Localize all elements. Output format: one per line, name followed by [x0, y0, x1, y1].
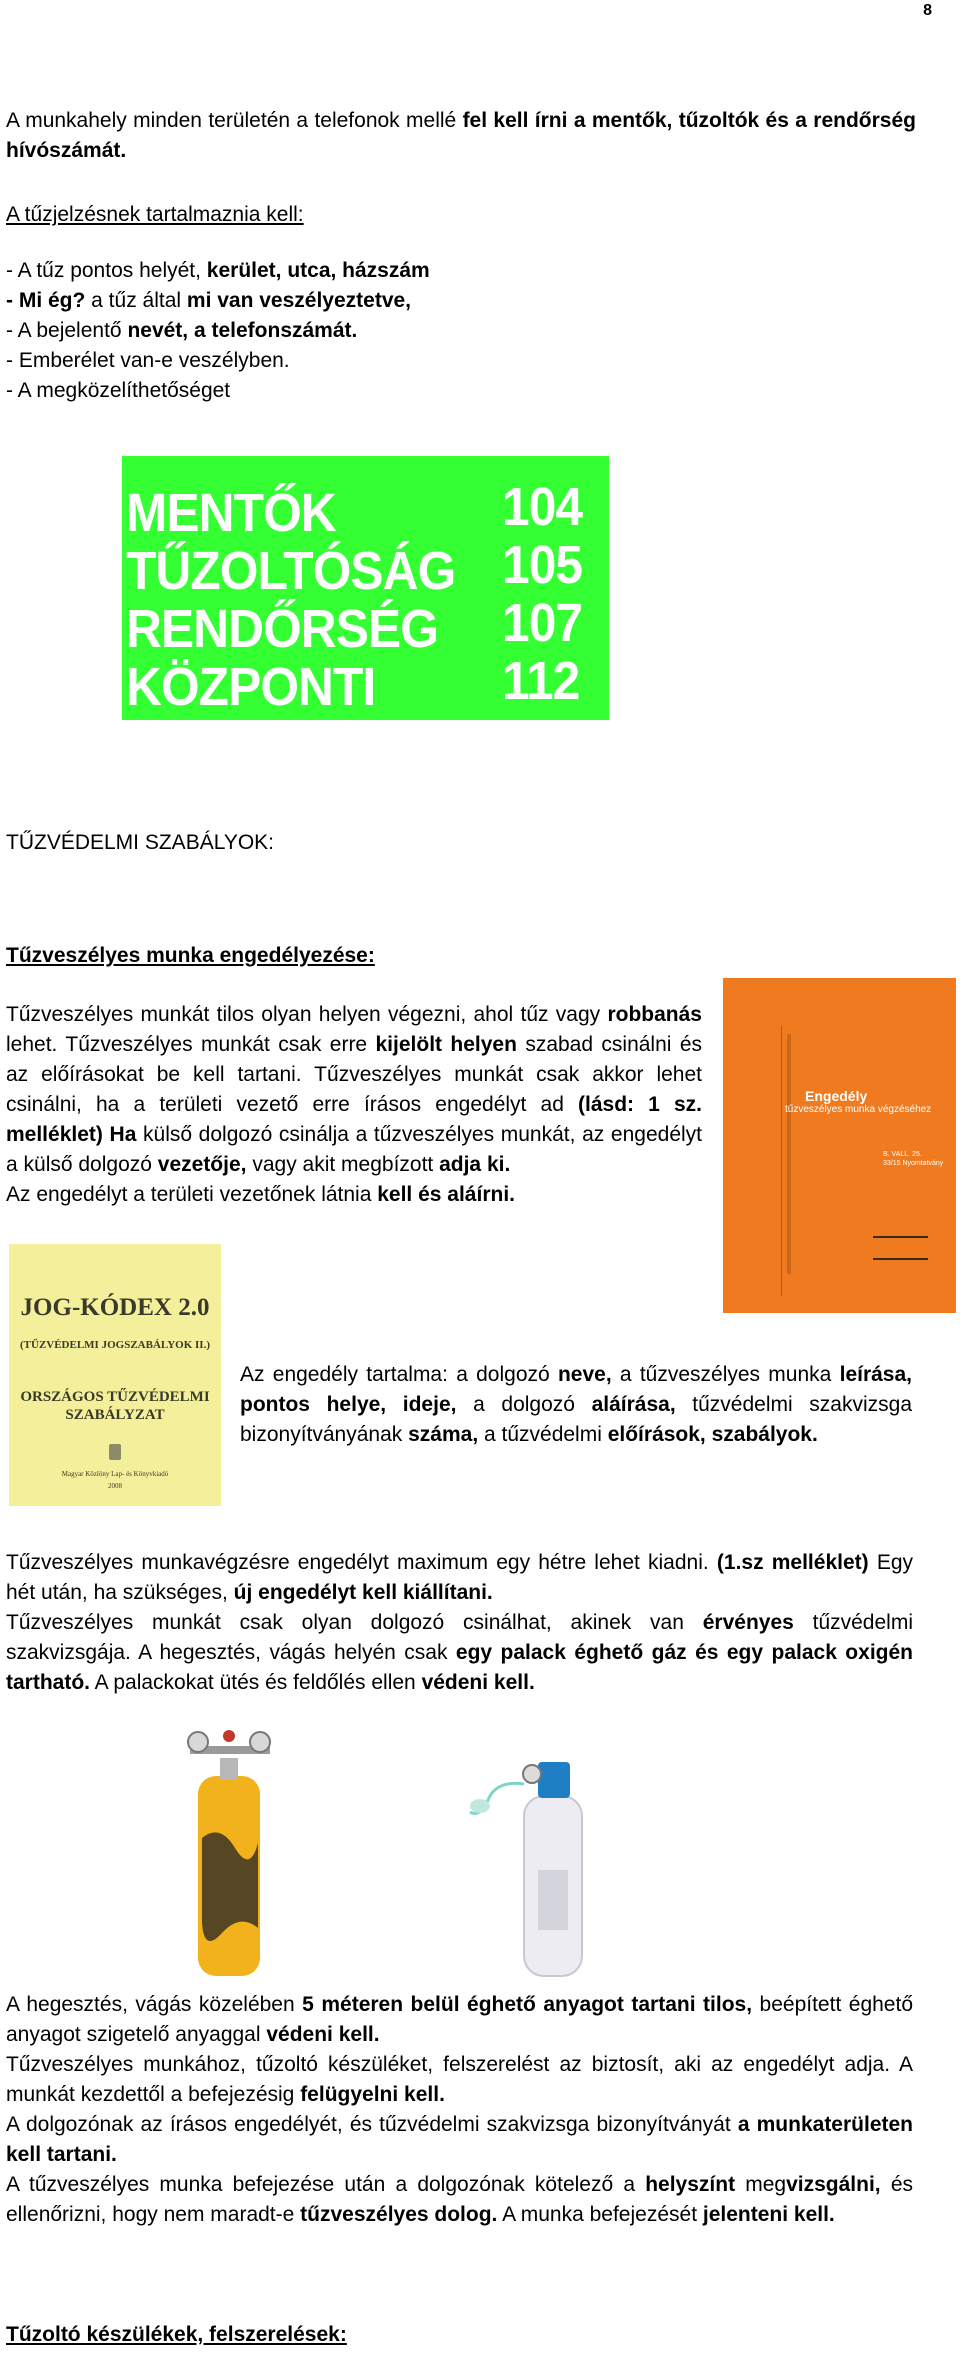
- page-number: 8: [923, 2, 932, 19]
- text: Az engedély tartalma: a dolgozó: [240, 1363, 558, 1386]
- text: vagy akit megbízott: [246, 1153, 440, 1176]
- work-permit-paragraph: [6, 1000, 702, 1180]
- fire-report-heading: A tűzjelzésnek tartalmaznia kell:: [6, 203, 304, 226]
- bold: robbanás: [607, 1003, 702, 1026]
- bold: a munkaterületen kell tartani.: [6, 2113, 914, 2166]
- item-text: - A bejelentő: [6, 319, 128, 342]
- extinguisher-section-title: Tűzoltó készülékek, felszerelések:: [6, 2323, 347, 2346]
- emergency-name: TŰZOLTÓSÁG: [126, 541, 456, 601]
- codex-book-image: [9, 1244, 221, 1506]
- text: Az engedélyt a területi vezetőnek látnia: [6, 1183, 378, 1206]
- emergency-name: MENTŐK: [126, 483, 336, 543]
- text: lehet. Tűzveszélyes munkát csak erre: [6, 1033, 376, 1056]
- codex-main-title: ORSZÁGOS TŰZVÉDELMI SZABÁLYZAT: [20, 1389, 210, 1423]
- code: B. VALL. 25.: [883, 1151, 922, 1158]
- pressure-gauge-icon: [523, 1765, 541, 1783]
- text: Tűzveszélyes munkához, tűzoltó készüléket, felszerelést az biztosít, aki az engedélyt adja. A munkát kezdettől a befejezésig: [6, 2053, 913, 2106]
- pressure-gauge-icon: [250, 1732, 270, 1752]
- text: A hegesztés, vágás közelében: [6, 1993, 303, 2016]
- welding-distance-paragraph: [6, 1990, 913, 2050]
- text: külső dolgozó csinálja a tűzveszélyes munkát, az engedélyt a külső dolgozó: [6, 1123, 702, 1176]
- fire-report-item-what: [6, 286, 706, 316]
- bold: 5 méteren belül éghető anyagot tartani tilos,: [302, 1993, 753, 2016]
- bold: védeni kell.: [266, 2023, 380, 2046]
- bold: egy palack éghető gáz és egy palack oxigén tartható.: [6, 1641, 913, 1694]
- item-bold: mi van veszélyeztetve,: [186, 289, 412, 312]
- bold: új engedélyt kell kiállítani.: [233, 1581, 493, 1604]
- rules-title: TŰZVÉDELMI SZABÁLYOK:: [6, 831, 275, 854]
- work-permit-signature-note: [6, 1180, 702, 1210]
- bold: aláírása,: [591, 1393, 676, 1416]
- text: a tűzvédelmi: [478, 1423, 608, 1446]
- codex-title: JOG-KÓDEX 2.0: [20, 1294, 210, 1321]
- text: szabad csinálni és az előírásokat be kell tartani. Tűzveszélyes munkát csak akkor lehet csinálni, ha a területi vezető erre írásos engedélyt ad: [6, 1033, 703, 1116]
- codex-year: 2008: [108, 1482, 122, 1490]
- bold: előírások, szabályok.: [607, 1423, 818, 1446]
- bold: tűzveszélyes dolog.: [300, 2203, 498, 2226]
- bold: kijelölt helyen: [375, 1033, 517, 1056]
- text: Tűzveszélyes munkát csak olyan dolgozó csinálhat, akinek van: [6, 1611, 703, 1634]
- text: A palackokat ütés és feldőlés ellen: [90, 1671, 422, 1694]
- welding-equipment-paragraph: [6, 2050, 913, 2110]
- cylinder-valve-cap: [538, 1762, 570, 1798]
- emergency-numbers-box: [122, 456, 609, 720]
- fire-report-item-reporter: [6, 316, 706, 346]
- item-bold: nevét, a telefonszámát.: [127, 319, 358, 342]
- bold: leírása, pontos helye, ideje,: [240, 1363, 913, 1416]
- emergency-number: 112: [502, 651, 580, 711]
- text: Tűzveszélyes munkavégzésre engedélyt maximum egy hétre lehet kiadni.: [6, 1551, 717, 1574]
- bold: neve,: [557, 1363, 612, 1386]
- welding-rules-text: [6, 1990, 913, 2230]
- codex-publisher: Magyar Közlöny Lap- és Könyvkiadó: [61, 1470, 169, 1478]
- validity-paragraph: [6, 1548, 913, 1608]
- text: Tűzveszélyes munkát tilos olyan helyen végezni, ahol tűz vagy: [6, 1003, 608, 1026]
- bold: (1.sz melléklet): [716, 1551, 869, 1574]
- bold: érvényes: [702, 1611, 794, 1634]
- cylinder-label: [538, 1870, 568, 1930]
- text: tűzvédelmi szakvizsgája. A hegesztés, vágás helyén csak: [6, 1611, 913, 1664]
- form-book-title: Engedély: [805, 1088, 868, 1104]
- text: tűzvédelmi szakvizsga bizonyítványának: [240, 1393, 912, 1446]
- bold: kell és aláírni.: [377, 1183, 515, 1206]
- emergency-number: 107: [502, 593, 583, 653]
- intro-bold: fel kell írni a mentők, tűzoltók és a rendőrség hívószámát.: [6, 109, 916, 162]
- text: A munka befejezését: [497, 2203, 703, 2226]
- oxygen-mask-icon: [470, 1799, 490, 1813]
- bold: vizsgálni,: [786, 2173, 881, 2196]
- permit-validity-text: [6, 1548, 913, 1698]
- form-book-code: [883, 1150, 943, 1168]
- codex-subtitle: (TŰZVÉDELMI JOGSZABÁLYOK II.): [20, 1339, 210, 1351]
- fire-report-list: [6, 256, 706, 406]
- bold: száma,: [408, 1423, 479, 1446]
- item-text: a tűz által: [85, 289, 187, 312]
- cylinder-valve: [220, 1758, 238, 1780]
- permit-form-book-image: [723, 978, 956, 1313]
- bold: adja ki.: [439, 1153, 511, 1176]
- intro-paragraph: [6, 106, 916, 166]
- bold: védeni kell.: [421, 1671, 535, 1694]
- emergency-number: 104: [502, 477, 583, 537]
- text: meg: [735, 2173, 787, 2196]
- publisher-logo: [873, 1236, 928, 1260]
- bold: jelenteni kell.: [702, 2203, 835, 2226]
- pressure-gauge-icon: [188, 1732, 208, 1752]
- text: A tűzveszélyes munka befejezése után a dolgozónak kötelező a: [6, 2173, 646, 2196]
- coat-of-arms-icon: [109, 1444, 121, 1460]
- emergency-name: KÖZPONTI: [126, 657, 376, 717]
- text: Egy hét után, ha szükséges,: [6, 1551, 914, 1604]
- permit-content-paragraph: [240, 1360, 912, 1450]
- bold: felügyelni kell.: [300, 2083, 445, 2106]
- item-text: - A tűz pontos helyét,: [6, 259, 207, 282]
- item-bold: kerület, utca, házszám: [206, 259, 430, 282]
- intro-text: A munkahely minden területén a telefonok mellé: [6, 109, 463, 132]
- form-book-subtitle: tűzveszélyes munka végzéséhez: [785, 1104, 932, 1115]
- gas-cylinder-image: [160, 1728, 310, 1976]
- text: a tűzveszélyes munka: [611, 1363, 840, 1386]
- bold: vezetője,: [157, 1153, 247, 1176]
- item-bold: - Mi ég?: [6, 289, 86, 312]
- sub-code: 33/15 Nyomtatvány: [883, 1160, 944, 1167]
- text: beépített éghető anyagot szigetelő anyaggal: [6, 1993, 913, 2046]
- emergency-name: RENDŐRSÉG: [126, 599, 438, 659]
- valve-knob-icon: [223, 1730, 235, 1742]
- work-permit-title: Tűzveszélyes munka engedélyezése:: [6, 944, 375, 967]
- emergency-number: 105: [502, 535, 583, 595]
- bold: (lásd: 1 sz. melléklet) Ha: [6, 1093, 702, 1146]
- text: A dolgozónak az írásos engedélyét, és tűzvédelmi szakvizsga bizonyítványát: [6, 2113, 738, 2136]
- fire-report-item-life: - Emberélet van-e veszélyben.: [6, 349, 290, 372]
- text: a dolgozó: [456, 1393, 592, 1416]
- text: és ellenőrizni, hogy nem maradt-e: [6, 2173, 914, 2226]
- welding-completion-paragraph: [6, 2170, 913, 2230]
- fire-report-item-location: [6, 256, 706, 286]
- welding-documents-paragraph: [6, 2110, 913, 2170]
- bold: helyszínt: [645, 2173, 736, 2196]
- fire-report-item-access: - A megközelíthetőséget: [6, 379, 231, 402]
- oxygen-cylinder-image: [466, 1740, 626, 1978]
- qualification-paragraph: [6, 1608, 913, 1698]
- work-permit-text: [6, 1000, 702, 1210]
